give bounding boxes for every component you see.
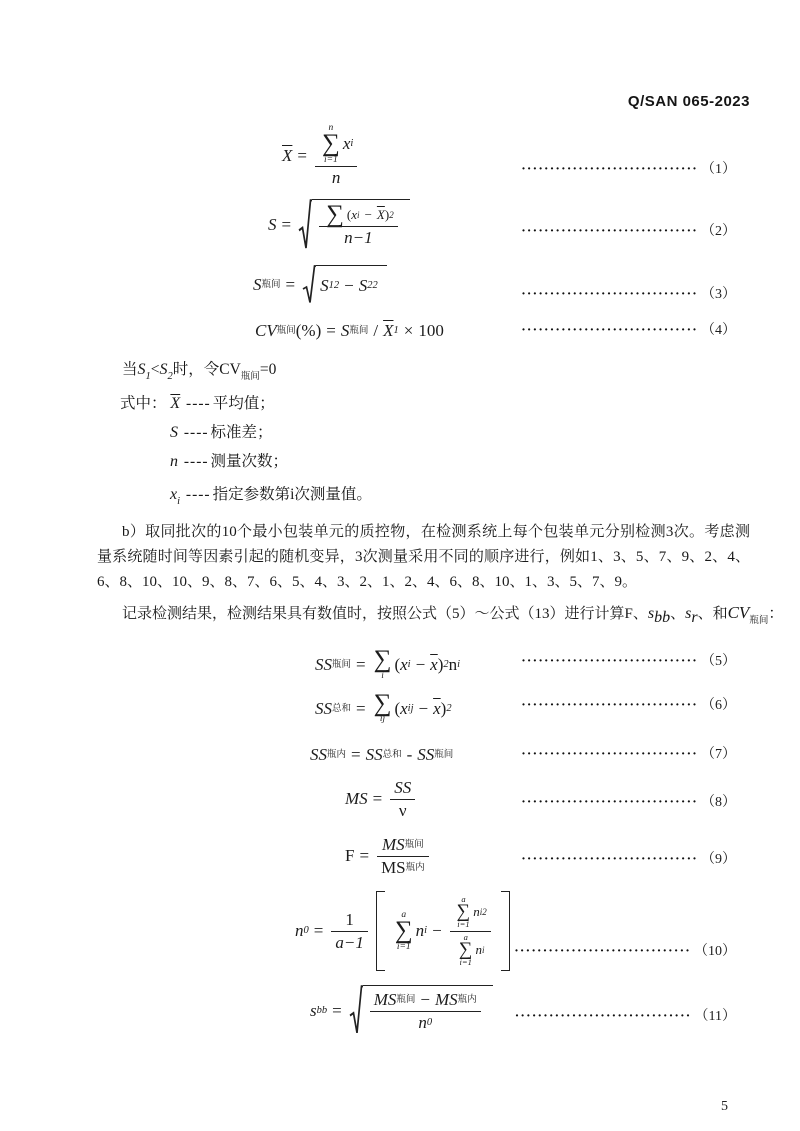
- cjk-text: 平均值；: [212, 395, 275, 413]
- fraction-numerator: MS 瓶间: [382, 834, 424, 854]
- less-than-sign: <: [150, 361, 160, 379]
- fraction-denominator: [390, 799, 415, 822]
- definition-dashes: ----: [183, 424, 209, 442]
- square-root: [302, 265, 387, 305]
- math-var-nu: ν: [398, 800, 407, 820]
- math-sub-cjk: 瓶间: [240, 372, 260, 383]
- sum-lower-limit: ij: [379, 714, 386, 725]
- math-var: S: [170, 424, 178, 442]
- math-sub: 2: [167, 371, 173, 383]
- equation-tail: [514, 940, 750, 960]
- radicand: [312, 199, 410, 251]
- bracket-left: [376, 891, 385, 972]
- leader-dots: ·······························: [521, 286, 698, 302]
- paren-close: ): [437, 655, 444, 675]
- definition-x: [97, 482, 750, 508]
- math-var: n−1: [344, 228, 373, 248]
- equation-tail: [521, 283, 750, 303]
- equation-row-10: [97, 891, 750, 972]
- math-var: SS: [365, 744, 383, 764]
- definition-s: [97, 420, 750, 442]
- equation-8: [345, 777, 418, 822]
- leader-dots: ·······························: [521, 793, 698, 809]
- equation-9: [345, 834, 432, 879]
- paragraph-b: b）取同批次的10个最小包装单元的质控物，在检测系统上每个包装单元分别检测3次。考虑测量系统随时间等因素引起的随机变异，3次测量采用不同的顺序进行，例如1、3、5、7、9、2、4、6、8、10、10、9、8、7、6、5、4、3、2、1、2、4、6、8、10、1、3、5、7、9。: [97, 524, 750, 591]
- sum-upper-limit: n: [328, 123, 334, 133]
- math-var: S: [253, 275, 262, 295]
- equation-10: n 0 = $\frac{1}{a-1}$ a ∑ i=1 n i − a ∑ i=1 n i 2 a ∑ i=1 n i: [295, 891, 510, 972]
- math-sub: i: [177, 496, 181, 508]
- equation-tail: [521, 791, 750, 811]
- math-var: n: [448, 655, 458, 675]
- radical-sign: [349, 985, 363, 1036]
- equals-sign: =: [359, 846, 370, 866]
- cjk-text: 时，令: [172, 361, 220, 379]
- equation-tail: [521, 220, 750, 240]
- sum-lower-limit: i=1: [323, 154, 338, 165]
- sum-upper-limit: a: [401, 910, 407, 921]
- leader-dots: ·······························: [514, 943, 691, 959]
- equation-number: （10）: [694, 944, 736, 960]
- equation-number: （7）: [701, 746, 736, 762]
- fraction: [331, 909, 367, 954]
- math-var: x: [351, 206, 358, 222]
- paragraph-record: [97, 600, 784, 631]
- math-var: S: [320, 276, 329, 296]
- math-var: MS: [345, 789, 368, 809]
- math-var: MS: [373, 990, 397, 1010]
- equation-number: （8）: [701, 794, 736, 810]
- math-var: x: [342, 134, 351, 154]
- math-var: SS: [394, 777, 412, 797]
- math-var: F: [345, 846, 355, 866]
- math-var: n: [415, 921, 425, 941]
- equation-2: [268, 199, 412, 251]
- math-var: S: [340, 321, 350, 341]
- equation-row-3: [97, 265, 750, 305]
- cjk-text: 、: [670, 606, 686, 623]
- sigma-symbol: ∑: [326, 201, 344, 229]
- cjk-text: 当: [122, 361, 138, 379]
- equals-sign: =: [313, 921, 324, 941]
- math-var: n: [331, 168, 341, 188]
- times-sign: ×: [403, 321, 414, 341]
- equals-sign: =: [281, 215, 292, 235]
- fraction-denominator: MS 瓶内: [377, 856, 429, 879]
- equation-7: SS 瓶内 = SS 总和 - SS 瓶间: [310, 744, 454, 764]
- sum-upper-limit: a: [463, 931, 468, 942]
- cjk-text: 标准差；: [210, 424, 273, 442]
- equals-sign: =: [297, 145, 307, 165]
- minus-sign: −: [364, 206, 372, 222]
- fraction: [390, 777, 415, 822]
- radicand: [363, 985, 493, 1036]
- math-var: SS: [315, 655, 332, 675]
- math-var: CV: [255, 321, 277, 341]
- radical-sign: [302, 265, 316, 305]
- equation-4: CV 瓶间 (%) = S 瓶间 / $\overline{X}$ 1 × 100: [255, 321, 444, 341]
- summation: [459, 933, 473, 968]
- equation-tail: [521, 650, 750, 670]
- summation: [322, 123, 340, 165]
- equation-6: SS 总和 = ∑ ij ( x ij − $\overline{x}$ ) 2: [315, 690, 452, 725]
- math-var: n: [295, 921, 304, 941]
- sigma-symbol: ∑: [373, 690, 392, 718]
- math-var-xbar: $\overline{X}$: [282, 145, 293, 165]
- math-var: S: [159, 361, 168, 379]
- where-line: [97, 391, 750, 413]
- equation-row-11: [97, 985, 750, 1036]
- definition-dashes: ----: [185, 486, 211, 504]
- leader-dots: ·······························: [514, 1008, 692, 1024]
- math-var: n: [473, 904, 480, 920]
- equation-number: （11）: [694, 1009, 736, 1025]
- math-var: S: [358, 276, 368, 296]
- math-var: x: [170, 486, 178, 504]
- equals-sign: =: [356, 655, 366, 675]
- paren-open: (: [346, 206, 352, 222]
- math-var: CV: [727, 603, 750, 623]
- cjk-text: 、和: [697, 606, 728, 623]
- equals-sign: =: [332, 1000, 342, 1020]
- equals-sign: =: [351, 744, 361, 764]
- math-sub: bb: [654, 609, 671, 627]
- square-root: [349, 985, 493, 1036]
- equation-tail: [515, 1005, 750, 1025]
- math-var: x: [400, 655, 408, 675]
- equation-tail: [521, 694, 750, 714]
- cjk-text: 测量次数；: [210, 453, 289, 471]
- summation: [373, 690, 392, 725]
- condition-line: [97, 357, 750, 383]
- math-group: n i: [475, 941, 485, 957]
- math-sub: 1: [145, 371, 151, 383]
- sigma-symbol: ∑: [373, 646, 392, 674]
- bracket-right: [501, 891, 510, 972]
- fraction: [377, 834, 429, 879]
- sum-lower-limit: i=1: [459, 957, 472, 968]
- fraction-numerator: [331, 909, 367, 931]
- minus-sign: −: [420, 990, 430, 1010]
- math-const: 100: [418, 321, 444, 341]
- equation-number: （1）: [701, 162, 736, 178]
- page-number: 5: [721, 1099, 728, 1114]
- math-var: x: [400, 698, 408, 718]
- sigma-symbol: ∑: [321, 130, 340, 158]
- fraction-denominator: [315, 166, 357, 189]
- equals-sign: =: [326, 321, 336, 341]
- minus-sign: -: [406, 744, 413, 764]
- equals-sign: =: [372, 789, 383, 809]
- sum-lower-limit: i=1: [396, 941, 411, 952]
- percent-notation: (%): [295, 321, 322, 341]
- divide-slash: /: [373, 321, 379, 341]
- fraction: [319, 203, 398, 249]
- math-var: MS: [381, 857, 406, 877]
- paren-close: ): [384, 206, 390, 222]
- document-code-header: Q/SAN 065-2023: [627, 93, 750, 110]
- math-group: ( x i − $\overline{X}$ ) 2: [346, 206, 394, 222]
- minus-sign: −: [432, 921, 442, 941]
- fraction-numerator: [390, 777, 415, 799]
- cjk-text: 记录检测结果，检测结果具有数值时，按照公式（5）～公式（13）进行计算F、: [122, 606, 648, 623]
- math-var: MS: [435, 990, 458, 1010]
- equation-number: （4）: [701, 323, 736, 339]
- paren-open: (: [394, 655, 401, 675]
- math-var: n: [418, 1013, 427, 1033]
- math-var: s: [310, 1000, 317, 1020]
- equation-row-2: [97, 199, 750, 251]
- definition-n: [97, 449, 750, 471]
- sigma-symbol: ∑: [456, 901, 471, 923]
- fraction: [450, 894, 491, 969]
- math-var: SS: [417, 744, 435, 764]
- equation-tail: [521, 319, 750, 339]
- minus-sign: −: [418, 698, 429, 718]
- math-var: a−1: [335, 932, 364, 952]
- equation-tail: [521, 158, 750, 178]
- summation: [395, 910, 413, 952]
- leader-dots: ·······························: [521, 223, 698, 239]
- math-var: S: [268, 215, 277, 235]
- equation-tail: [521, 848, 750, 868]
- math-var-xbar: $\overline{x}$: [430, 655, 438, 675]
- leader-dots: ·······························: [521, 653, 698, 669]
- math-var-xbar: $\overline{X}$: [376, 206, 385, 222]
- sum-upper-limit: a: [461, 893, 466, 904]
- paren-close: ): [440, 698, 447, 718]
- equation-row-5: [97, 646, 750, 681]
- fraction-numerator: [319, 201, 398, 229]
- fraction-denominator: [450, 931, 491, 969]
- fraction-numerator: [450, 894, 491, 931]
- math-group: n i 2: [473, 904, 487, 920]
- equation-5: SS 瓶间 = ∑ i ( x i − $\overline{x}$ ) 2 n i: [315, 646, 461, 681]
- equation-row-7: [97, 743, 750, 765]
- equation-number: （5）: [701, 654, 736, 670]
- sigma-symbol: ∑: [458, 938, 473, 960]
- square-root: [298, 199, 410, 251]
- fraction-denominator: [331, 931, 367, 954]
- math-var: S: [137, 361, 146, 379]
- equation-row-9: [97, 834, 750, 879]
- math-const: 1: [345, 909, 354, 929]
- equation-1: [282, 122, 360, 189]
- math-var-xbar: $\overline{X}$: [383, 321, 394, 341]
- math-sub: r: [691, 609, 698, 627]
- cjk-text: 式中：: [120, 395, 167, 413]
- cjk-text: =0: [259, 361, 277, 379]
- math-var: n: [170, 453, 178, 471]
- math-var-xbar: $\overline{x}$: [433, 698, 441, 718]
- leader-dots: ·······························: [521, 696, 698, 712]
- definition-dashes: ----: [186, 395, 211, 413]
- math-var: s: [685, 605, 692, 623]
- bracket-group: [376, 891, 510, 972]
- bracket-content: a ∑ i=1 n i − a ∑ i=1 n i 2 a ∑ i=1 n i: [388, 891, 498, 972]
- radicand: S 1 2 − S 2 2: [316, 265, 387, 305]
- math-var: CV: [219, 361, 241, 379]
- equation-number: （9）: [701, 851, 736, 867]
- equation-row-4: [97, 319, 750, 341]
- cjk-text: ：: [768, 606, 784, 623]
- math-var: SS: [315, 698, 332, 718]
- fraction: [315, 122, 357, 189]
- summation: [457, 895, 471, 930]
- fraction-denominator: n 0: [370, 1011, 481, 1034]
- leader-dots: ·······························: [521, 745, 698, 761]
- minus-sign: −: [344, 276, 354, 296]
- leader-dots: ·······························: [521, 161, 698, 177]
- sum-lower-limit: i: [381, 670, 384, 681]
- summation: [326, 201, 344, 229]
- fraction-numerator: MS 瓶间 − MS 瓶内: [373, 990, 477, 1010]
- leader-dots: ·······························: [521, 850, 698, 866]
- equals-sign: =: [356, 698, 366, 718]
- fraction-numerator: n ∑ i=1 x i: [321, 123, 354, 165]
- definition-dashes: ----: [183, 453, 209, 471]
- equation-row-6: [97, 690, 750, 725]
- leader-dots: ·······························: [521, 322, 698, 338]
- math-var: n: [475, 941, 482, 957]
- fraction-denominator: [319, 226, 398, 249]
- cjk-text: 指定参数第i次测量值。: [212, 486, 372, 504]
- equation-3: S 瓶间 = S 1 2 − S 2 2: [253, 265, 389, 305]
- math-sub-cjk: 瓶间: [749, 616, 769, 627]
- equation-number: （3）: [701, 287, 736, 303]
- math-var: SS: [310, 744, 327, 764]
- sum-lower-limit: i=1: [457, 919, 470, 930]
- minus-sign: −: [415, 655, 426, 675]
- equation-number: （6）: [701, 697, 736, 713]
- equation-row-8: [97, 777, 750, 822]
- equation-number: （2）: [701, 224, 736, 240]
- summation: [373, 646, 392, 681]
- equation-11: s bb = MS 瓶间 − MS 瓶内 n 0: [310, 985, 495, 1036]
- radical-sign: [298, 199, 312, 251]
- equals-sign: =: [285, 275, 296, 295]
- math-var-xbar: $\overline{X}$: [170, 395, 181, 413]
- equation-row-1: [97, 122, 750, 189]
- paren-open: (: [394, 698, 401, 718]
- math-var: s: [647, 605, 655, 623]
- sigma-symbol: ∑: [394, 917, 413, 945]
- equation-tail: [521, 743, 750, 763]
- fraction: [370, 989, 481, 1034]
- math-var: MS: [382, 834, 405, 854]
